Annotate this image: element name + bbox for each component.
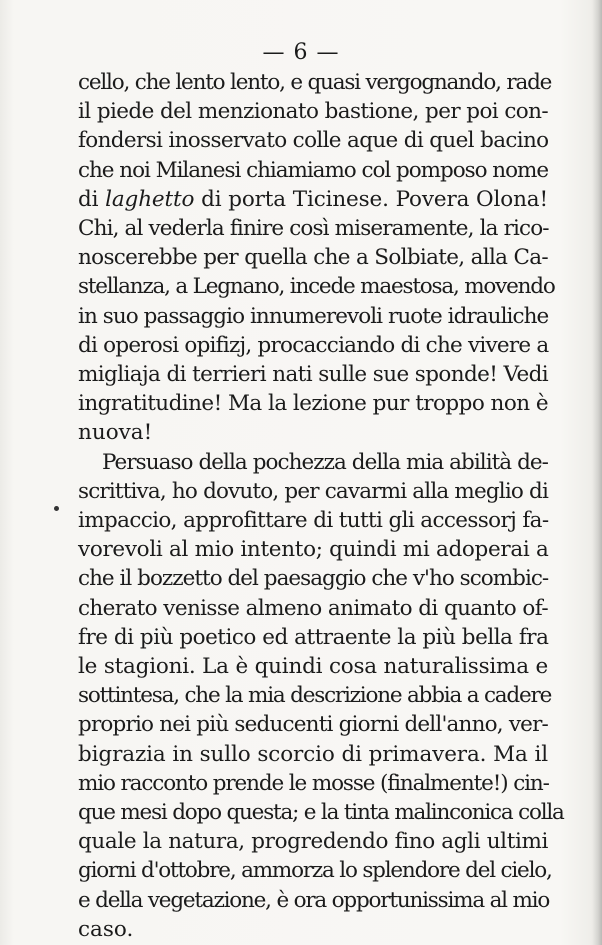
text-line: di operosi opifizj, procacciando di che vivere a <box>78 332 549 358</box>
text-line: mio racconto prende le mosse (finalmente!) cin- <box>78 770 549 796</box>
text-line: proprio nei più seducenti giorni dell'anno, ver- <box>78 712 548 738</box>
text-line: cello, che lento lento, e quasi vergognando, rade <box>78 70 552 95</box>
text-line: fre di più poetico ed attraente la più bella fra <box>78 624 549 650</box>
page-number: — 6 — <box>262 40 340 65</box>
text-line: caso. <box>78 916 134 942</box>
text-line: noscerebbe per quella che a Solbiate, alla Ca- <box>78 245 548 271</box>
body-text <box>78 68 564 944</box>
text-line: bigrazia in sullo scorcio di primavera. Ma il <box>78 741 548 767</box>
text-line: impaccio, approfittare di tutti gli accessorj fa- <box>78 508 549 534</box>
text-line: stellanza, a Legnano, incede maestosa, movendo <box>78 274 555 300</box>
text-line: nuova! <box>78 420 153 446</box>
text-line: vorevoli al mio intento; quindi mi adoperai a <box>78 537 549 563</box>
page-spine-shadow <box>592 0 602 945</box>
ink-speck <box>54 506 59 511</box>
text-line: in suo passaggio innumerevoli ruote idrauliche <box>78 303 549 329</box>
text-line: il piede del menzionato bastione, per poi con- <box>78 99 549 125</box>
text-line: che il bozzetto del paesaggio che v'ho scombic- <box>78 566 549 592</box>
text-line: che noi Milanesi chiamiamo col pomposo nome <box>78 157 548 183</box>
text-line: le stagioni. La è quindi cosa naturalissima e <box>78 654 548 680</box>
text-line: sottintesa, che la mia descrizione abbia a cadere <box>78 683 552 709</box>
text-line: quale la natura, progredendo fino agli ultimi <box>78 829 549 855</box>
text-line-with-italic: di laghetto di porta Ticinese. Povera Olona! <box>78 186 548 212</box>
text-line: scrittiva, ho dovuto, per cavarmi alla meglio di <box>78 478 548 504</box>
paragraph-1 <box>78 68 555 448</box>
text-line: e della vegetazione, è ora opportunissima al mio <box>78 887 550 913</box>
text-line: ingratitudine! Ma la lezione pur troppo non è <box>78 391 548 417</box>
text-line: giorni d'ottobre, ammorza lo splendore del cielo, <box>78 858 552 884</box>
text-line: fondersi inosservato colle aque di quel bacino <box>78 128 549 154</box>
text-line: que mesi dopo questa; e la tinta malinconica colla <box>78 800 564 826</box>
text-line: migliaja di terrieri nati sulle sue sponde! Vedi <box>78 362 549 388</box>
text-line: cherato venisse almeno animato di quanto of- <box>78 595 548 621</box>
italic-term: laghetto <box>105 186 195 212</box>
text-line: Chi, al vederla finire così miseramente, la rico- <box>78 216 549 242</box>
text-line: Persuaso della pochezza della mia abilità de- <box>102 449 548 475</box>
paragraph-2 <box>78 448 564 944</box>
